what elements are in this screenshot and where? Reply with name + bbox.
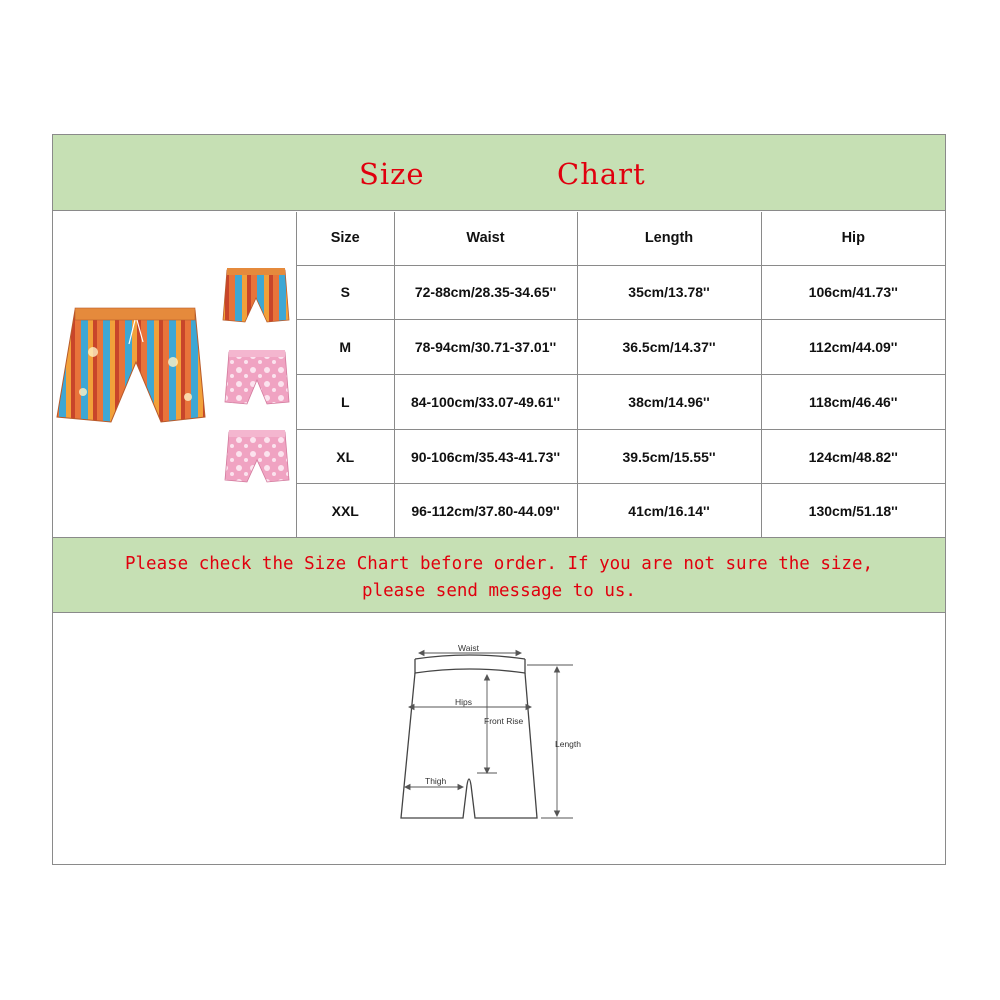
cell-size: L <box>297 374 394 429</box>
cell-waist: 90-106cm/35.43-41.73'' <box>394 429 577 484</box>
size-chart-sheet <box>52 134 946 865</box>
cell-waist: 72-88cm/28.35-34.65'' <box>394 265 577 320</box>
large-shorts-image <box>57 308 205 422</box>
notice-line-2: please send message to us. <box>362 581 636 601</box>
table-row <box>297 265 945 320</box>
header-size: Size <box>297 212 394 265</box>
cell-length: 36.5cm/14.37'' <box>577 320 761 375</box>
cell-waist: 78-94cm/30.71-37.01'' <box>394 320 577 375</box>
cell-size: M <box>297 320 394 375</box>
shorts-outline <box>401 655 537 818</box>
header-length: Length <box>577 212 761 265</box>
table-row <box>297 320 945 375</box>
cell-hip: 118cm/46.46'' <box>761 374 945 429</box>
cell-size: XL <box>297 429 394 484</box>
shorts-measurement-diagram <box>53 613 945 864</box>
table-row <box>297 484 945 537</box>
title-size: Size <box>359 157 425 191</box>
cell-hip: 112cm/44.09'' <box>761 320 945 375</box>
header-hip: Hip <box>761 212 945 265</box>
cell-waist: 96-112cm/37.80-44.09'' <box>394 484 577 537</box>
header-waist: Waist <box>394 212 577 265</box>
small-shorts-striped-image <box>223 268 289 322</box>
cell-size: XXL <box>297 484 394 537</box>
small-shorts-pink-image <box>225 350 289 404</box>
label-thigh: Thigh <box>425 776 447 786</box>
table-row <box>297 429 945 484</box>
cell-hip: 106cm/41.73'' <box>761 265 945 320</box>
title-chart: Chart <box>557 157 646 191</box>
product-photos <box>53 212 297 537</box>
cell-size: S <box>297 265 394 320</box>
title-band <box>53 135 945 211</box>
cell-hip: 130cm/51.18'' <box>761 484 945 537</box>
table-header-row <box>297 212 945 265</box>
shorts-photos-illustration <box>53 212 297 537</box>
measurement-diagram <box>53 613 945 864</box>
label-waist: Waist <box>458 643 479 653</box>
cell-length: 39.5cm/15.55'' <box>577 429 761 484</box>
cell-length: 35cm/13.78'' <box>577 265 761 320</box>
label-hips: Hips <box>455 697 473 707</box>
cell-hip: 124cm/48.82'' <box>761 429 945 484</box>
notice-band <box>53 537 945 613</box>
label-front-rise: Front Rise <box>484 716 524 726</box>
notice-line-1: Please check the Size Chart before order. If you are not sure the size, <box>124 554 874 574</box>
cell-length: 41cm/16.14'' <box>577 484 761 537</box>
small-shorts-pink-2-image <box>225 430 289 482</box>
label-length: Length <box>555 739 581 749</box>
cell-length: 38cm/14.96'' <box>577 374 761 429</box>
table-row <box>297 374 945 429</box>
cell-waist: 84-100cm/33.07-49.61'' <box>394 374 577 429</box>
size-table <box>297 212 945 537</box>
